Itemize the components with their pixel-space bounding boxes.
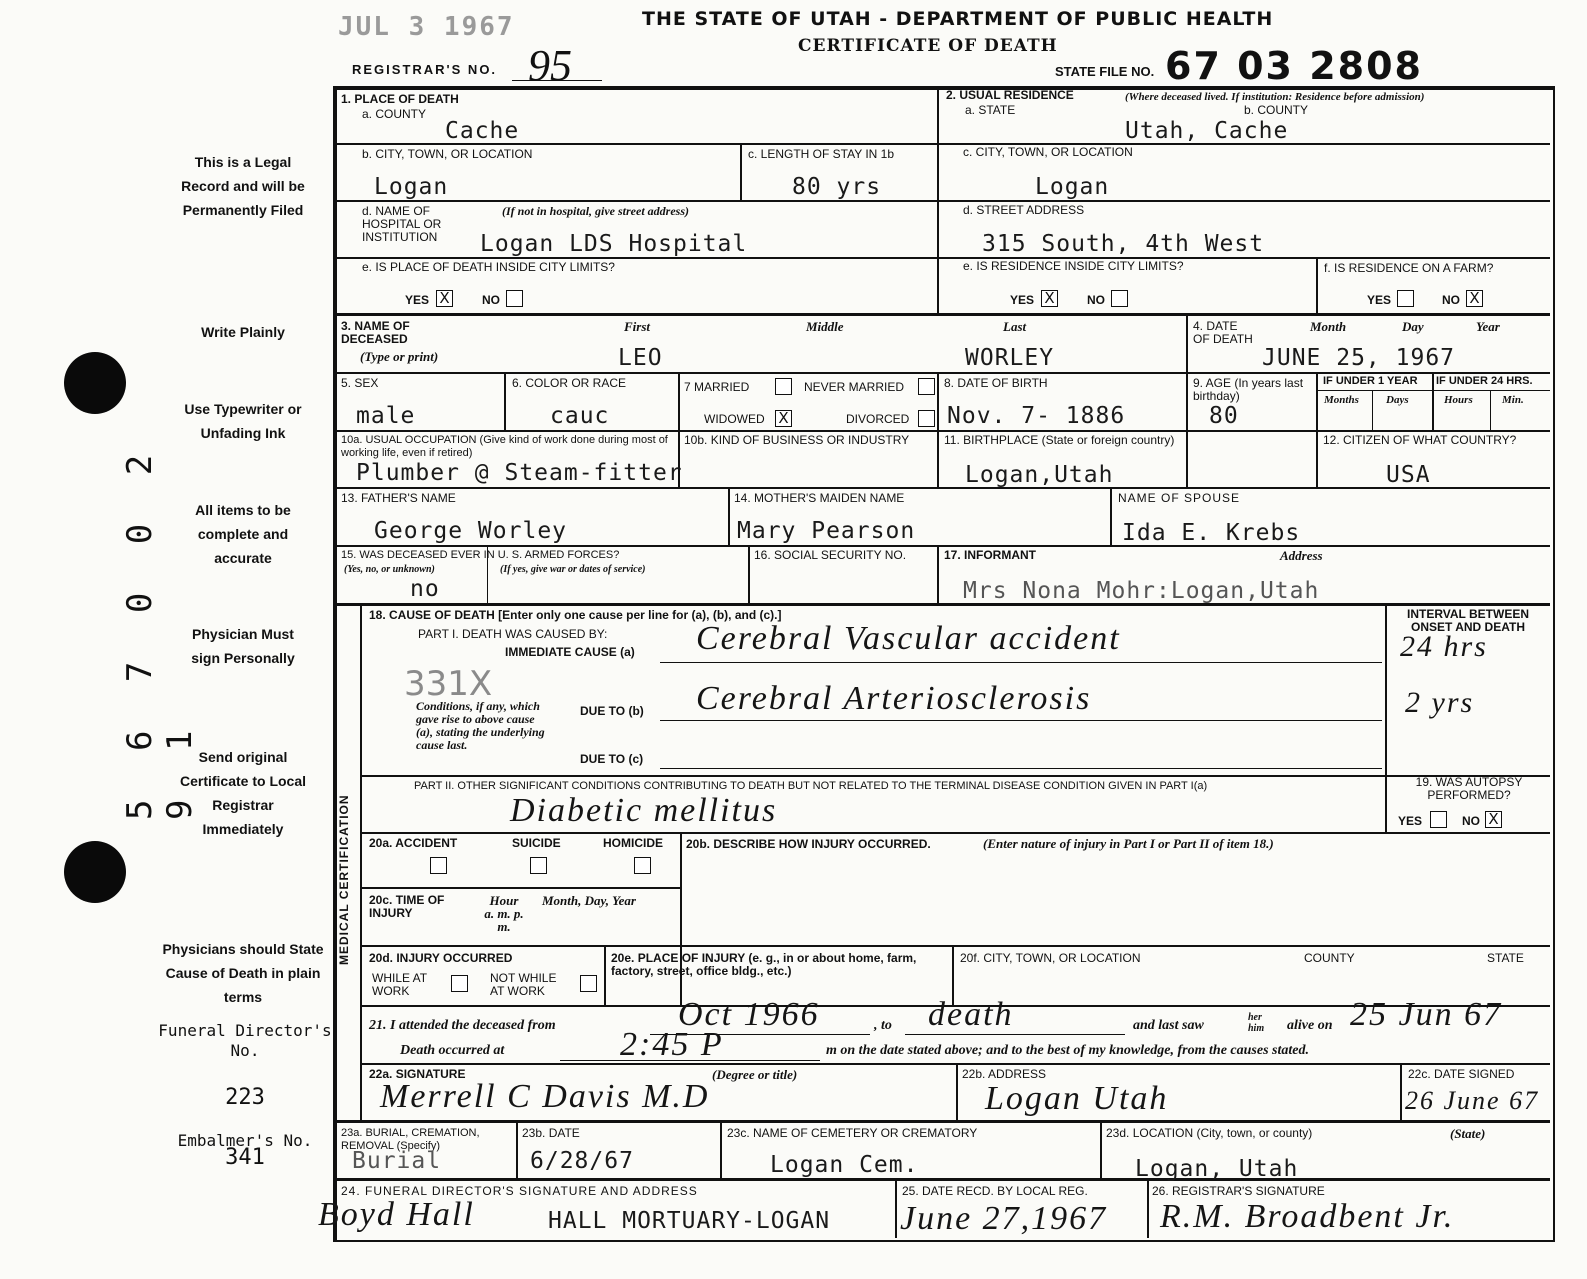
label-hospital: d. NAME OF HOSPITAL OR INSTITUTION [362, 204, 442, 244]
checkbox-autopsy-yes[interactable] [1430, 811, 1447, 828]
value-date-signed[interactable]: 26 June 67 [1405, 1086, 1540, 1115]
note-physician-sign: Physician Must sign Personally [191, 626, 295, 666]
label-usual-residence-note: (Where deceased lived. If institution: Residence before admission) [1125, 91, 1425, 103]
value-last-name[interactable]: WORLEY [965, 345, 1055, 371]
state-file-number: 67 03 2808 [1165, 44, 1423, 88]
label-burial-date: 23b. DATE [522, 1126, 580, 1140]
label-date-signed: 22c. DATE SIGNED [1408, 1067, 1515, 1081]
note-write-plainly: Write Plainly [201, 324, 285, 340]
checkbox-res-in-city-yes[interactable]: X [1041, 290, 1058, 307]
value-burial[interactable]: Burial [352, 1148, 442, 1174]
label-spouse: NAME OF SPOUSE [1118, 491, 1241, 505]
value-attended-from[interactable]: Oct 1966 [678, 996, 820, 1033]
value-interval-b[interactable]: 2 yrs [1405, 686, 1475, 719]
label-injury-state: STATE [1487, 951, 1524, 965]
yes-label-3: YES [1367, 293, 1392, 307]
note-send-original: Send original Certificate to Local Registrar Immediately [179, 749, 307, 837]
checkbox-accident[interactable] [430, 857, 447, 874]
checkbox-not-while-at-work[interactable] [580, 975, 597, 992]
value-cause-b[interactable]: Cerebral Arteriosclerosis [696, 680, 1092, 717]
checkbox-autopsy-no[interactable]: X [1485, 811, 1502, 828]
value-informant[interactable]: Mrs Nona Mohr:Logan,Utah [963, 578, 1320, 604]
label-farm: f. IS RESIDENCE ON A FARM? [1324, 261, 1494, 275]
label-homicide: HOMICIDE [603, 836, 663, 850]
label-length-of-stay: c. LENGTH OF STAY IN 1b [748, 147, 895, 161]
note-physicians-should: Physicians should State Cause of Death in plain terms [162, 941, 324, 1005]
label-city: b. CITY, TOWN, OR LOCATION [362, 147, 533, 161]
label-name-deceased: 3. NAME OF DECEASED [341, 319, 410, 346]
state-file-label: STATE FILE NO. [1055, 64, 1155, 79]
value-attended-to[interactable]: death [928, 996, 1014, 1033]
value-spouse[interactable]: Ida E. Krebs [1122, 520, 1301, 546]
value-date-received[interactable]: June 27,1967 [900, 1200, 1108, 1237]
label-res-county: b. COUNTY [1244, 103, 1309, 117]
value-birthplace[interactable]: Logan,Utah [965, 462, 1114, 488]
value-father[interactable]: George Worley [374, 518, 568, 544]
funeral-director-label: Funeral Director's No. [158, 1021, 332, 1060]
label-informant: 17. INFORMANT [944, 548, 1037, 562]
checkbox-death-in-city-no[interactable] [506, 290, 523, 307]
label-address: 22b. ADDRESS [962, 1067, 1047, 1081]
label-usual-residence: 2. USUAL RESIDENCE [946, 88, 1074, 102]
value-date-of-death[interactable]: JUNE 25, 1967 [1262, 345, 1456, 371]
label-registrar-signature: 26. REGISTRAR'S SIGNATURE [1152, 1184, 1325, 1198]
value-part-2[interactable]: Diabetic mellitus [510, 792, 778, 829]
checkbox-widowed[interactable]: X [775, 410, 792, 427]
label-injury-description: 20b. DESCRIBE HOW INJURY OCCURRED. [686, 837, 931, 851]
label-alive-on: alive on [1287, 1018, 1333, 1033]
label-attended: 21. I attended the deceased from [369, 1018, 556, 1033]
label-first: First [624, 319, 651, 334]
label-mother: 14. MOTHER'S MAIDEN NAME [734, 491, 905, 505]
value-first-name[interactable]: LEO [618, 345, 663, 371]
label-informant-address: Address [1280, 548, 1323, 563]
label-while-at-work: WHILE AT WORK [372, 971, 427, 998]
checkbox-res-in-city-no[interactable] [1111, 290, 1128, 307]
label-injury-county: COUNTY [1304, 951, 1355, 965]
punch-hole-bottom [64, 841, 126, 903]
label-street-address: d. STREET ADDRESS [963, 203, 1085, 217]
label-birthplace: 11. BIRTHPLACE (State or foreign country) [944, 433, 1175, 447]
no-label-autopsy: NO [1462, 814, 1480, 828]
label-to: , to [874, 1018, 892, 1033]
value-interval-a[interactable]: 24 hrs [1400, 630, 1488, 663]
label-month: Month [1310, 319, 1347, 334]
label-location: 23d. LOCATION (City, town, or county) [1106, 1126, 1313, 1140]
registrar-no-value: 95 [528, 41, 572, 90]
checkbox-death-in-city-yes[interactable]: X [436, 290, 453, 307]
label-middle: Middle [806, 319, 844, 334]
checkbox-while-at-work[interactable] [451, 975, 468, 992]
checkbox-married[interactable] [775, 378, 792, 395]
label-autopsy: 19. WAS AUTOPSY PERFORMED? [1415, 775, 1523, 802]
received-stamp: JUL 3 1967 [338, 12, 515, 42]
label-injury-occurred: 20d. INJURY OCCURRED [369, 951, 513, 965]
label-res-city: c. CITY, TOWN, OR LOCATION [963, 145, 1133, 159]
label-sex: 5. SEX [341, 376, 379, 390]
value-death-time[interactable]: 2:45 P [620, 1026, 724, 1063]
label-hospital-note: (If not in hospital, give street address) [502, 204, 690, 218]
label-month-day-year: Month, Day, Year [542, 893, 636, 908]
value-cemetery[interactable]: Logan Cem. [770, 1152, 919, 1178]
checkbox-never-married[interactable] [918, 378, 935, 395]
note-complete: All items to be complete and accurate [195, 502, 291, 566]
label-armed-forces: 15. WAS DECEASED EVER IN U. S. ARMED FORCES? [341, 549, 620, 561]
value-funeral-address[interactable]: HALL MORTUARY-LOGAN [548, 1208, 831, 1234]
label-inside-city: e. IS PLACE OF DEATH INSIDE CITY LIMITS? [362, 260, 615, 274]
label-married: 7 MARRIED [684, 380, 750, 394]
label-year: Year [1476, 319, 1500, 334]
label-interval: INTERVAL BETWEEN ONSET AND DEATH [1406, 607, 1529, 634]
label-m-on-date: m on the date stated above; and to the best of my knowledge, from the causes stated. [826, 1043, 1309, 1058]
label-degree: (Degree or title) [712, 1067, 798, 1082]
registrar-no-label: REGISTRAR'S NO. [352, 62, 498, 77]
label-suicide: SUICIDE [512, 836, 561, 850]
no-label-1: NO [482, 293, 500, 307]
label-burial: 23a. BURIAL, CREMATION, REMOVAL (Specify) [341, 1127, 480, 1152]
value-res-city[interactable]: Logan [1035, 174, 1110, 200]
label-conditions: Conditions, if any, which gave rise to above cause (a), stating the underlying cause last. [416, 699, 545, 752]
value-hospital[interactable]: Logan LDS Hospital [480, 231, 748, 257]
value-date-of-birth[interactable]: Nov. 7- 1886 [947, 403, 1126, 429]
form-subtitle: CERTIFICATE OF DEATH [798, 36, 1058, 56]
embalmer-no: 341 [225, 1145, 265, 1170]
label-place-of-injury: 20e. PLACE OF INJURY (e. g., in or about home, farm, factory, street, office bldg., etc.) [611, 951, 917, 978]
label-business: 10b. KIND OF BUSINESS OR INDUSTRY [684, 433, 910, 447]
label-day: Day [1402, 319, 1424, 334]
label-state-paren: (State) [1450, 1126, 1486, 1141]
label-cemetery: 23c. NAME OF CEMETERY OR CREMATORY [727, 1126, 978, 1140]
value-funeral-signature[interactable]: Boyd Hall [318, 1196, 475, 1233]
value-signature[interactable]: Merrell C Davis M.D [380, 1078, 710, 1115]
vertical-serial-number: 5 6 7 0 0 2 9 1 [120, 440, 200, 820]
label-hour: Hour a. m. p. m. [484, 893, 524, 934]
label-father: 13. FATHER'S NAME [341, 491, 456, 505]
label-death-occurred: Death occurred at [400, 1043, 505, 1058]
label-divorced: DIVORCED [846, 412, 910, 426]
label-months: Months [1324, 394, 1359, 406]
label-injury-city: 20f. CITY, TOWN, OR LOCATION [960, 951, 1141, 965]
label-date-received: 25. DATE RECD. BY LOCAL REG. [902, 1184, 1088, 1198]
value-length-of-stay[interactable]: 80 yrs [792, 174, 882, 200]
checkbox-homicide[interactable] [634, 857, 651, 874]
label-immediate-cause: IMMEDIATE CAUSE (a) [505, 645, 635, 659]
label-date-of-death: 4. DATE OF DEATH [1193, 319, 1253, 346]
value-sex[interactable]: male [356, 403, 416, 429]
embalmer-label: Embalmer's No. [177, 1131, 313, 1150]
label-citizen: 12. CITIZEN OF WHAT COUNTRY? [1323, 433, 1517, 447]
label-under-1-year: IF UNDER 1 YEAR [1323, 375, 1418, 387]
value-age[interactable]: 80 [1209, 403, 1239, 429]
label-days: Days [1386, 394, 1409, 406]
value-armed-forces[interactable]: no [410, 576, 440, 602]
value-burial-date[interactable]: 6/28/67 [530, 1148, 634, 1174]
label-occupation: 10a. USUAL OCCUPATION (Give kind of work done during most of working life, even if retired) [341, 434, 668, 459]
label-armed-note-2: (If yes, give war or dates of service) [500, 564, 646, 575]
yes-label-1: YES [405, 293, 430, 307]
label-last-saw: and last saw [1133, 1018, 1204, 1033]
label-accident: 20a. ACCIDENT [369, 836, 458, 850]
value-location[interactable]: Logan, Utah [1135, 1156, 1299, 1182]
label-signature: 22a. SIGNATURE [369, 1067, 466, 1081]
label-injury-note: (Enter nature of injury in Part I or Part II of item 18.) [983, 836, 1274, 851]
checkbox-divorced[interactable] [918, 410, 935, 427]
funeral-director-no: 223 [225, 1085, 265, 1110]
note-typewriter: Use Typewriter or Unfading Ink [184, 401, 302, 441]
punch-hole-top [64, 352, 126, 414]
value-citizen[interactable]: USA [1386, 462, 1431, 488]
label-county: a. COUNTY [362, 107, 427, 121]
value-county[interactable]: Cache [445, 118, 520, 144]
checkbox-farm-no[interactable]: X [1466, 290, 1483, 307]
label-widowed: WIDOWED [704, 412, 765, 426]
value-street-address[interactable]: 315 South, 4th West [982, 231, 1265, 257]
label-state: a. STATE [965, 103, 1016, 117]
label-age: 9. AGE (In years last birthday) [1193, 376, 1304, 403]
medical-certification-label: MEDICAL CERTIFICATION [337, 794, 351, 965]
value-race[interactable]: cauc [550, 403, 610, 429]
checkbox-suicide[interactable] [530, 857, 547, 874]
value-res-state-county[interactable]: Utah, Cache [1125, 118, 1289, 144]
label-ssn: 16. SOCIAL SECURITY NO. [754, 548, 907, 562]
value-cause-a[interactable]: Cerebral Vascular accident [696, 620, 1121, 657]
label-min: Min. [1502, 394, 1524, 406]
cause-code: 331X [404, 664, 493, 704]
value-occupation[interactable]: Plumber @ Steam-fitter [356, 460, 683, 486]
label-last: Last [1003, 319, 1027, 334]
label-time-injury: 20c. TIME OF INJURY [369, 893, 445, 920]
no-label-3: NO [1442, 293, 1460, 307]
yes-label-autopsy: YES [1398, 814, 1423, 828]
yes-label-2: YES [1010, 293, 1035, 307]
label-not-while-at-work: NOT WHILE AT WORK [490, 971, 557, 998]
label-hours: Hours [1444, 394, 1473, 406]
label-her-him: her him [1248, 1012, 1265, 1034]
label-armed-note: (Yes, no, or unknown) [344, 564, 435, 575]
label-res-inside-city: e. IS RESIDENCE INSIDE CITY LIMITS? [963, 259, 1184, 273]
label-type-print: (Type or print) [360, 349, 439, 364]
label-due-to-b: DUE TO (b) [580, 704, 644, 718]
label-due-to-c: DUE TO (c) [580, 752, 644, 766]
label-color-race: 6. COLOR OR RACE [512, 376, 627, 390]
label-funeral-signature: 24. FUNERAL DIRECTOR'S SIGNATURE AND ADDRESS [341, 1184, 698, 1198]
value-mother[interactable]: Mary Pearson [737, 518, 916, 544]
form-title: THE STATE OF UTAH - DEPARTMENT OF PUBLIC HEALTH [642, 8, 1274, 30]
no-label-2: NO [1087, 293, 1105, 307]
value-last-saw[interactable]: 25 Jun 67 [1350, 996, 1503, 1033]
value-city[interactable]: Logan [374, 174, 449, 200]
value-registrar-signature[interactable]: R.M. Broadbent Jr. [1160, 1198, 1455, 1235]
label-part-2: PART II. OTHER SIGNIFICANT CONDITIONS CONTRIBUTING TO DEATH BUT NOT RELATED TO THE TERMINAL DISEASE CONDITION GIVEN IN PART I(a) [414, 780, 1208, 792]
checkbox-farm-yes[interactable] [1397, 290, 1414, 307]
value-signature-address[interactable]: Logan Utah [985, 1080, 1169, 1117]
label-part-1: PART I. DEATH WAS CAUSED BY: [418, 627, 608, 641]
note-legal-record: This is a Legal Record and will be Permanently Filed [181, 154, 305, 218]
label-never-married: NEVER MARRIED [804, 380, 905, 394]
label-date-of-birth: 8. DATE OF BIRTH [944, 376, 1048, 390]
label-under-24-hrs: IF UNDER 24 HRS. [1436, 375, 1533, 387]
label-cause-of-death: 18. CAUSE OF DEATH [Enter only one cause per line for (a), (b), and (c).] [369, 608, 782, 622]
label-place-of-death: 1. PLACE OF DEATH [341, 92, 459, 106]
